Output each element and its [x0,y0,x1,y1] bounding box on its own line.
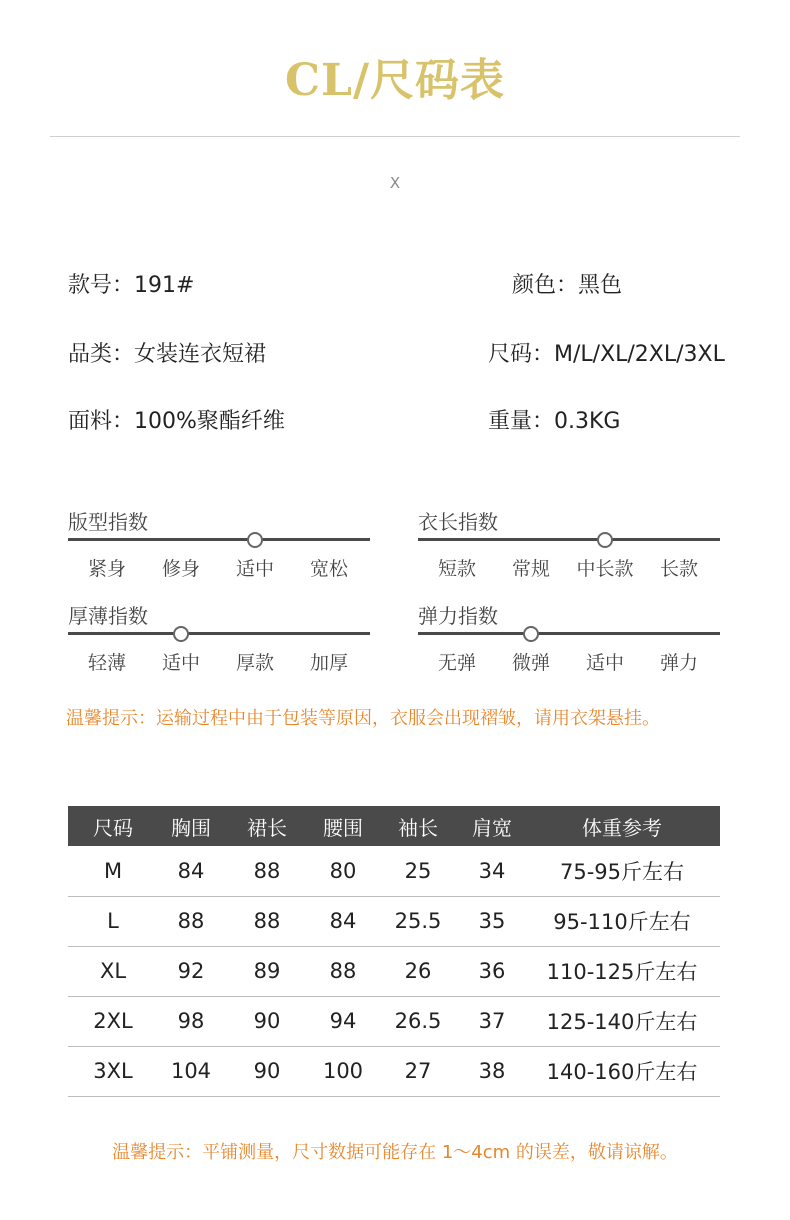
meter-track [418,538,720,541]
meter-option: 弹力 [659,652,698,674]
table-cell: 34 [460,846,524,896]
table-cell: 25 [376,846,460,896]
table-cell: 90 [224,996,310,1046]
color-info: 颜色：黑色 [512,273,623,298]
table-cell: 38 [460,1046,524,1096]
header-chest: 胸围 [158,806,224,846]
page-title: CL/尺码表 [284,55,506,106]
meter-track [418,632,720,635]
meter-knob [597,532,613,548]
table-cell: 25.5 [376,896,460,946]
meter-option: 轻薄 [87,652,126,674]
meter-knob [247,532,263,548]
table-cell: M [68,846,158,896]
table-cell: 26 [376,946,460,996]
meter-option: 适中 [161,652,200,674]
table-cell: 100 [310,1046,376,1096]
table-row [68,846,720,896]
meter-label: 衣长指数 [418,510,498,534]
table-row [68,1046,720,1096]
meter-knob [523,626,539,642]
table-cell: 94 [310,996,376,1046]
meter-option: 微弹 [511,652,550,674]
meter-label: 弹力指数 [418,604,498,628]
meter-option: 加厚 [309,652,348,674]
meter-label: 厚薄指数 [68,604,148,628]
table-cell: 88 [310,946,376,996]
table-cell: 26.5 [376,996,460,1046]
table-cell: 89 [224,946,310,996]
meter-option: 无弹 [437,652,476,674]
table-row [68,996,720,1046]
meter-option: 紧身 [87,558,126,580]
header-sleeve: 袖长 [376,806,460,846]
table-cell: 110-125斤左右 [524,946,720,996]
header-weight-ref: 体重参考 [524,806,720,846]
table-cell: 88 [158,896,224,946]
meter-option: 适中 [585,652,624,674]
header-shoulder: 肩宽 [460,806,524,846]
table-cell: 95-110斤左右 [524,896,720,946]
header-size: 尺码 [68,806,158,846]
meter-option: 长款 [659,558,698,580]
meter-option: 常规 [511,558,550,580]
weight-info: 重量：0.3KG [488,409,621,434]
table-cell: 80 [310,846,376,896]
table-cell: XL [68,946,158,996]
table-cell: L [68,896,158,946]
measurement-notice: 温馨提示：平铺测量，尺寸数据可能存在 1～4cm 的误差，敬请谅解。 [112,1142,678,1163]
header-skirt-length: 裙长 [224,806,310,846]
sizes-info: 尺码：M/L/XL/2XL/3XL [488,342,725,367]
title-divider [50,136,740,137]
table-cell: 92 [158,946,224,996]
meter-option: 宽松 [309,558,348,580]
close-icon[interactable]: X [389,174,401,192]
category-info: 品类：女装连衣短裙 [68,342,267,367]
style-number: 款号：191# [68,273,195,298]
table-cell: 140-160斤左右 [524,1046,720,1096]
fabric-info: 面料：100%聚酯纤维 [68,409,285,434]
table-row [68,946,720,996]
table-cell: 35 [460,896,524,946]
table-cell: 75-95斤左右 [524,846,720,896]
table-cell: 90 [224,1046,310,1096]
table-cell: 88 [224,846,310,896]
meter-option: 厚款 [235,652,274,674]
table-cell: 3XL [68,1046,158,1096]
table-cell: 27 [376,1046,460,1096]
meter-label: 版型指数 [68,510,148,534]
table-cell: 104 [158,1046,224,1096]
table-header-row [68,806,720,846]
table-cell: 2XL [68,996,158,1046]
meter-track [68,538,370,541]
shipping-notice: 温馨提示：运输过程中由于包装等原因，衣服会出现褶皱，请用衣架悬挂。 [66,708,660,729]
table-cell: 125-140斤左右 [524,996,720,1046]
meter-knob [173,626,189,642]
table-cell: 98 [158,996,224,1046]
size-table [68,806,720,1097]
table-cell: 36 [460,946,524,996]
table-cell: 88 [224,896,310,946]
table-cell: 84 [310,896,376,946]
table-row [68,896,720,946]
header-waist: 腰围 [310,806,376,846]
meter-option: 适中 [235,558,274,580]
meter-option: 修身 [161,558,200,580]
table-cell: 37 [460,996,524,1046]
meter-track [68,632,370,635]
meter-option: 短款 [437,558,476,580]
meter-option: 中长款 [576,558,634,580]
table-cell: 84 [158,846,224,896]
